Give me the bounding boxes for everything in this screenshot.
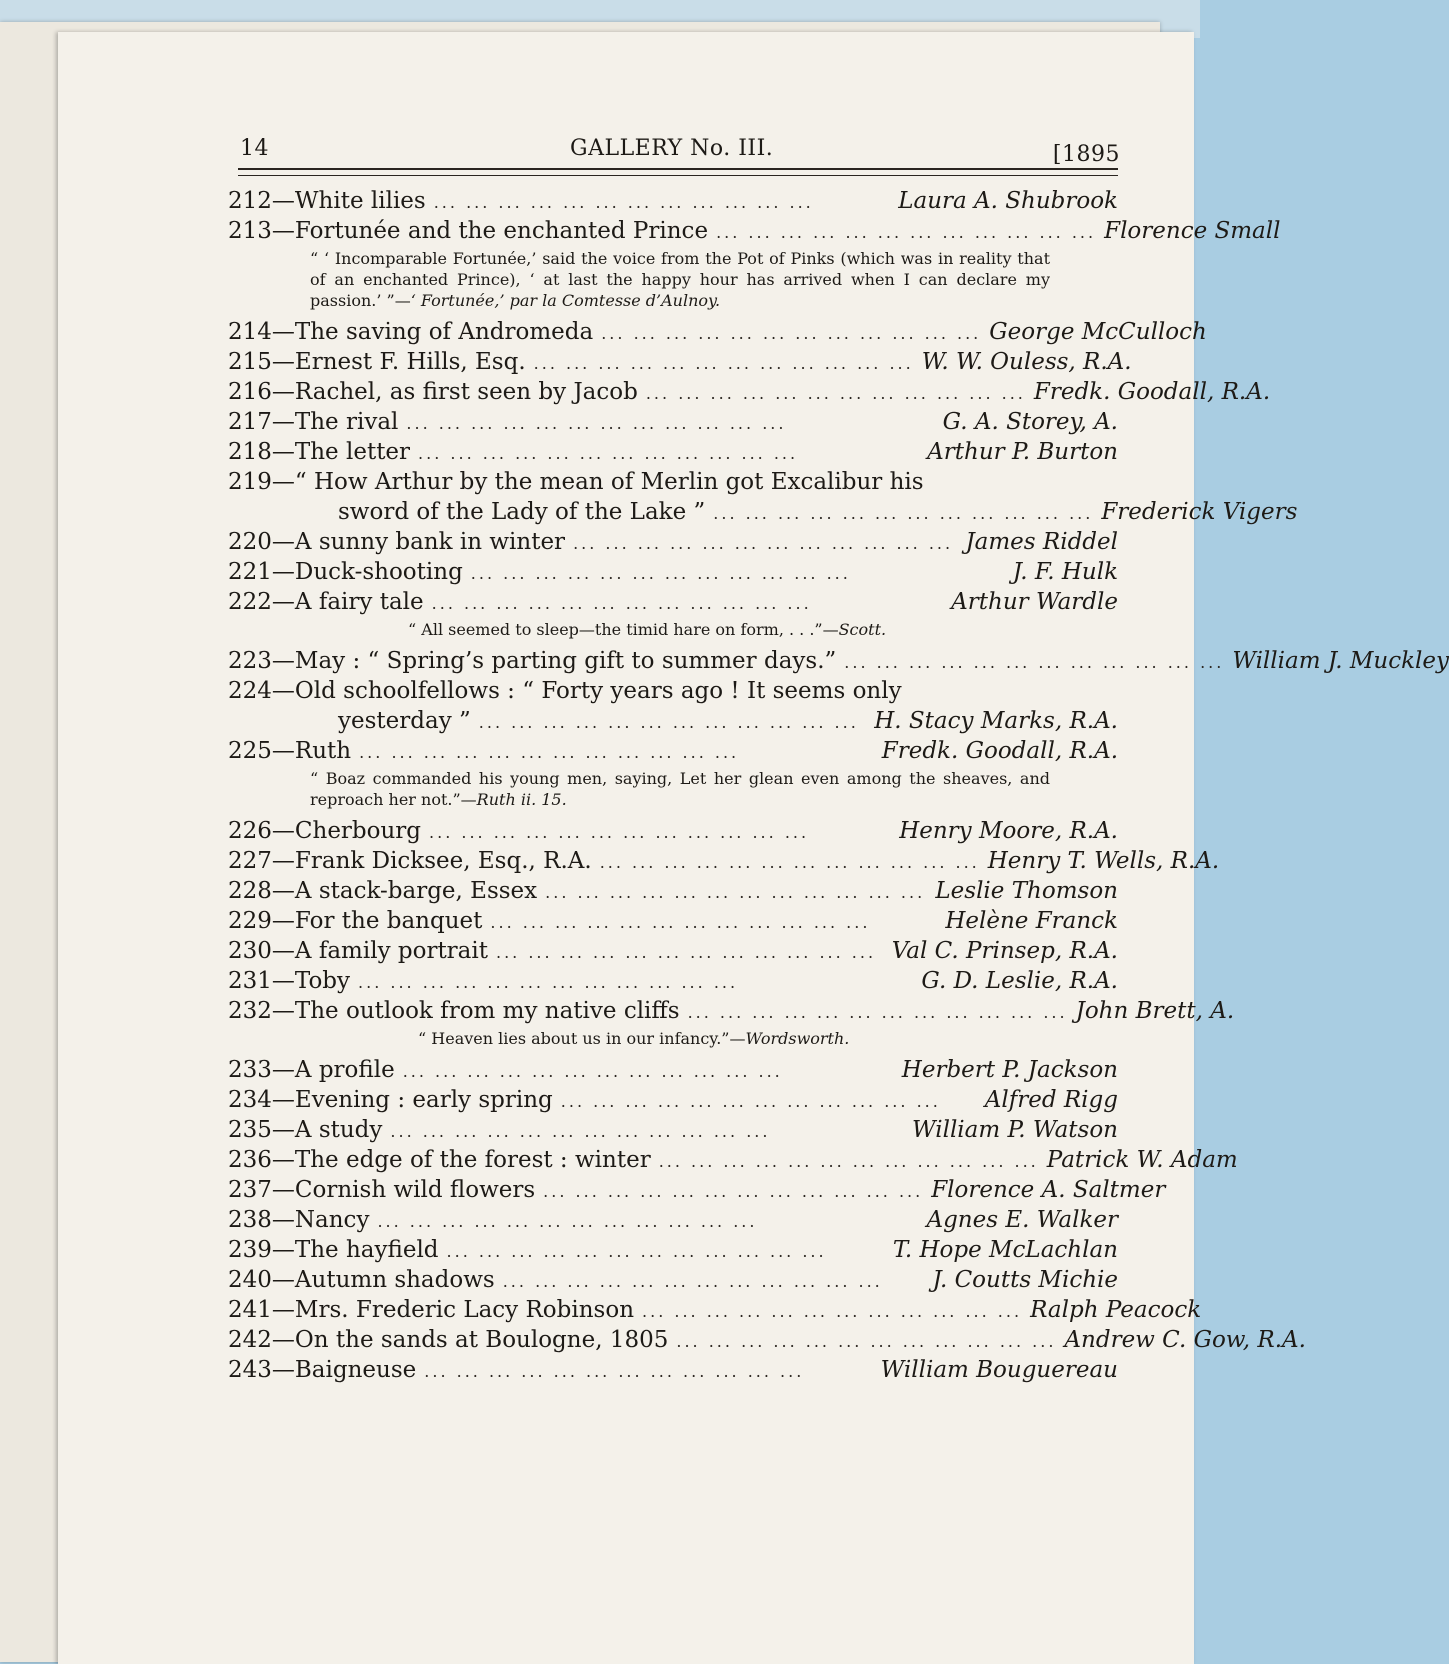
catalogue-entry xyxy=(228,1235,1118,1265)
entry-number: 226 xyxy=(228,818,272,844)
gallery-title: GALLERY No. III. xyxy=(570,136,774,161)
entry-title: Duck-shooting xyxy=(294,559,463,585)
entry-number: 225 xyxy=(228,738,272,764)
catalogue-entry xyxy=(228,527,1118,557)
entry-label: 230—A family portrait xyxy=(228,938,488,964)
entry-artist: James Riddel xyxy=(965,529,1118,555)
entry-title: The rival xyxy=(294,409,399,435)
entry-label: 242—On the sands at Boulogne, 1805 xyxy=(228,1327,669,1353)
catalogue-entry xyxy=(228,876,1118,906)
leader-dots: ... ... ... ... ... ... ... ... ... ... ... ... xyxy=(502,1272,883,1291)
entry-number: 236 xyxy=(228,1147,272,1173)
catalogue-entry xyxy=(228,1325,1306,1355)
entry-label: 240—Autumn shadows xyxy=(228,1267,495,1293)
entry-title: White lilies xyxy=(294,188,426,214)
entry-label: 232—The outlook from my native cliffs xyxy=(228,998,680,1024)
entry-artist: G. A. Storey, A. xyxy=(942,409,1118,435)
entry-title: Cornish wild flowers xyxy=(294,1177,536,1203)
catalogue-entry xyxy=(228,1205,1118,1235)
entry-number: 217 xyxy=(228,409,272,435)
leader-dots: ... ... ... ... ... ... ... ... ... ... ... ... xyxy=(601,324,982,343)
entry-title: A fairy tale xyxy=(294,589,424,615)
entry-artist: Andrew C. Gow, R.A. xyxy=(1064,1327,1306,1353)
entry-number: 220 xyxy=(228,529,272,555)
leader-dots: ... ... ... ... ... ... ... ... ... ... ... ... xyxy=(478,713,859,732)
leader-dots: ... ... ... ... ... ... ... ... ... ... ... ... xyxy=(496,943,877,962)
entry-artist: Henry T. Wells, R.A. xyxy=(987,848,1220,874)
entry-number: 227 xyxy=(228,848,272,874)
entry-label: 218—The letter xyxy=(228,439,411,465)
catalogue-entry xyxy=(228,407,1118,437)
catalogue-entry xyxy=(228,966,1118,996)
entry-number: 214 xyxy=(228,319,272,345)
leader-dots: ... ... ... ... ... ... ... ... ... ... ... ... xyxy=(390,1122,771,1141)
catalogue-entry xyxy=(228,317,1207,347)
entry-title: The saving of Andromeda xyxy=(294,319,594,345)
entry-artist: Henry Moore, R.A. xyxy=(899,818,1118,844)
leader-dots: ... ... ... ... ... ... ... ... ... ... ... ... xyxy=(599,853,980,872)
entry-artist: Florence A. Saltmer xyxy=(931,1177,1166,1203)
entry-artist: Patrick W. Adam xyxy=(1046,1147,1238,1173)
entry-artist: Florence Small xyxy=(1104,218,1281,244)
entry-label: 214—The saving of Andromeda xyxy=(228,319,594,345)
entry-number: 238 xyxy=(228,1207,272,1233)
entry-continuation xyxy=(228,497,1298,527)
entry-artist: William P. Watson xyxy=(912,1117,1118,1143)
leader-dots: ... ... ... ... ... ... ... ... ... ... ... ... xyxy=(358,973,739,992)
entry-artist: Arthur P. Burton xyxy=(927,439,1118,465)
entry-title: Old schoolfellows : “ Forty years ago ! It seems only xyxy=(294,678,902,704)
catalogue-entry xyxy=(228,936,1118,966)
catalogue-entry xyxy=(228,996,1235,1026)
entry-title: Frank Dicksee, Esq., R.A. xyxy=(294,848,592,874)
entry-artist: T. Hope McLachlan xyxy=(892,1237,1118,1263)
leader-dots: ... ... ... ... ... ... ... ... ... ... ... ... xyxy=(359,743,740,762)
leader-dots: ... ... ... ... ... ... ... ... ... ... ... ... xyxy=(429,823,810,842)
quotation xyxy=(408,619,1118,640)
entry-artist: John Brett, A. xyxy=(1075,998,1235,1024)
entry-artist: Ralph Peacock xyxy=(1030,1297,1202,1323)
entry-label: 217—The rival xyxy=(228,409,399,435)
quotation-citation: Scott. xyxy=(838,620,887,639)
entry-artist: W. W. Ouless, R.A. xyxy=(921,349,1132,375)
entry-label: 231—Toby xyxy=(228,968,351,994)
entry-title: Cherbourg xyxy=(294,818,422,844)
entry-label: 213—Fortunée and the enchanted Prince xyxy=(228,218,709,244)
entry-number: 231 xyxy=(228,968,272,994)
entry-label: 233—A profile xyxy=(228,1057,395,1083)
entry-number: 234 xyxy=(228,1087,272,1113)
entry-label: 228—A stack-barge, Essex xyxy=(228,878,538,904)
entry-number: 216 xyxy=(228,379,272,405)
entry-title: A study xyxy=(294,1117,383,1143)
entry-title: A family portrait xyxy=(294,938,488,964)
entry-artist: Laura A. Shubrook xyxy=(898,188,1118,214)
leader-dots: ... ... ... ... ... ... ... ... ... ... ... ... xyxy=(533,354,914,373)
entry-title: “ How Arthur by the mean of Merlin got Excalibur his xyxy=(294,469,924,495)
leader-dots: ... ... ... ... ... ... ... ... ... ... ... ... xyxy=(433,193,814,212)
entry-title: Fortunée and the enchanted Prince xyxy=(294,218,709,244)
catalogue-entry xyxy=(228,1295,1202,1325)
leader-dots: ... ... ... ... ... ... ... ... ... ... ... ... xyxy=(470,564,851,583)
entry-artist: Val C. Prinsep, R.A. xyxy=(891,938,1118,964)
quotation-text: “ All seemed to sleep—the timid hare on form, . . .”— xyxy=(408,620,839,639)
leader-dots: ... ... ... ... ... ... ... ... ... ... ... ... xyxy=(490,913,871,932)
entry-label: 215—Ernest F. Hills, Esq. xyxy=(228,349,526,375)
entry-number: 239 xyxy=(228,1237,272,1263)
entry-title-continued: yesterday ” xyxy=(338,708,471,734)
entry-title-continued: sword of the Lady of the Lake ” xyxy=(338,499,706,525)
entry-label: 239—The hayfield xyxy=(228,1237,439,1263)
entry-artist: J. F. Hulk xyxy=(1012,559,1118,585)
quotation xyxy=(310,248,1050,311)
entry-label: 223—May : “ Spring’s parting gift to summer days.” xyxy=(228,648,837,674)
catalogue-entry: 219—“ How Arthur by the mean of Merlin got Excalibur his xyxy=(228,469,924,495)
entry-number: 215 xyxy=(228,349,272,375)
entry-title: Nancy xyxy=(294,1207,370,1233)
entry-artist: William J. Muckley xyxy=(1232,648,1449,674)
entry-number: 212 xyxy=(228,188,272,214)
page-number: 14 xyxy=(240,136,269,161)
entry-artist: Frederick Vigers xyxy=(1101,499,1298,525)
catalogue-entry xyxy=(228,846,1220,876)
entry-title: Toby xyxy=(294,968,351,994)
catalogue-entry xyxy=(228,347,1132,377)
catalogue-entry xyxy=(228,1145,1238,1175)
entry-artist: George McCulloch xyxy=(989,319,1207,345)
entry-title: Baigneuse xyxy=(294,1357,417,1383)
entry-number: 241 xyxy=(228,1297,272,1323)
leader-dots: ... ... ... ... ... ... ... ... ... ... ... ... xyxy=(406,414,787,433)
entry-title: A profile xyxy=(294,1057,395,1083)
entry-title: Ernest F. Hills, Esq. xyxy=(294,349,526,375)
entry-artist: Helène Franck xyxy=(945,908,1118,934)
catalogue-entry xyxy=(228,816,1118,846)
leader-dots: ... ... ... ... ... ... ... ... ... ... ... ... xyxy=(645,384,1026,403)
entry-title: The letter xyxy=(294,439,411,465)
entry-title: For the banquet xyxy=(294,908,483,934)
quotation-citation: ‘ Fortunée,’ par la Comtesse d’Aulnoy. xyxy=(410,291,721,310)
header-rule xyxy=(238,168,1118,170)
leader-dots: ... ... ... ... ... ... ... ... ... ... ... ... xyxy=(545,883,926,902)
catalogue-entry xyxy=(228,587,1118,617)
entry-label: 212—White lilies xyxy=(228,188,426,214)
quotation xyxy=(418,1028,1158,1049)
quotation xyxy=(310,768,1050,810)
entry-label: 237—Cornish wild flowers xyxy=(228,1177,536,1203)
quotation-citation: Wordsworth. xyxy=(745,1029,850,1048)
entry-label: 222—A fairy tale xyxy=(228,589,424,615)
entry-title: A stack-barge, Essex xyxy=(294,878,538,904)
entry-artist: Leslie Thomson xyxy=(935,878,1118,904)
catalogue-entry xyxy=(228,1055,1118,1085)
leader-dots: ... ... ... ... ... ... ... ... ... ... ... ... xyxy=(716,223,1097,242)
entry-title: May : “ Spring’s parting gift to summer days.” xyxy=(294,648,837,674)
leader-dots: ... ... ... ... ... ... ... ... ... ... ... ... xyxy=(543,1182,924,1201)
leader-dots: ... ... ... ... ... ... ... ... ... ... ... ... xyxy=(377,1212,758,1231)
entry-title: Autumn shadows xyxy=(294,1267,495,1293)
leader-dots: ... ... ... ... ... ... ... ... ... ... ... ... xyxy=(431,594,812,613)
entry-title: Ruth xyxy=(294,738,352,764)
entry-title: Rachel, as first seen by Jacob xyxy=(294,379,638,405)
catalogue-entry xyxy=(228,1085,1118,1115)
entry-number: 229 xyxy=(228,908,272,934)
catalogue-entry xyxy=(228,906,1118,936)
entry-number: 213 xyxy=(228,218,272,244)
entry-continuation xyxy=(228,706,1118,736)
leader-dots: ... ... ... ... ... ... ... ... ... ... ... ... xyxy=(418,444,799,463)
entry-number: 242 xyxy=(228,1327,272,1353)
header-rule-thin xyxy=(238,175,1118,176)
entry-artist: Agnes E. Walker xyxy=(926,1207,1118,1233)
entry-label: 227—Frank Dicksee, Esq., R.A. xyxy=(228,848,592,874)
catalogue-entry xyxy=(228,186,1118,216)
entry-artist: G. D. Leslie, R.A. xyxy=(921,968,1118,994)
entry-artist: Fredk. Goodall, R.A. xyxy=(881,738,1118,764)
entry-artist: Alfred Rigg xyxy=(984,1087,1118,1113)
entry-label: 234—Evening : early spring xyxy=(228,1087,553,1113)
leader-dots: ... ... ... ... ... ... ... ... ... ... ... ... xyxy=(402,1062,783,1081)
entry-number: 218 xyxy=(228,439,272,465)
catalogue-entry xyxy=(228,646,1449,676)
entry-label: 221—Duck-shooting xyxy=(228,559,463,585)
leader-dots: ... ... ... ... ... ... ... ... ... ... ... ... xyxy=(687,1003,1068,1022)
quotation-text: “ Boaz commanded his young men, saying, Let her glean even among the sheaves, and reproach her not.”— xyxy=(310,769,1050,809)
entry-number: 230 xyxy=(228,938,272,964)
catalogue-entry xyxy=(228,1115,1118,1145)
catalogue-entry xyxy=(228,377,1271,407)
leader-dots: ... ... ... ... ... ... ... ... ... ... ... ... xyxy=(424,1362,805,1381)
leader-dots: ... ... ... ... ... ... ... ... ... ... ... ... xyxy=(713,504,1094,523)
entry-artist: H. Stacy Marks, R.A. xyxy=(874,708,1118,734)
entry-artist: Arthur Wardle xyxy=(951,589,1118,615)
quotation-citation: Ruth ii. 15. xyxy=(476,790,567,809)
entry-label: 235—A study xyxy=(228,1117,383,1143)
entry-number: 233 xyxy=(228,1057,272,1083)
entry-number: 232 xyxy=(228,998,272,1024)
leader-dots: ... ... ... ... ... ... ... ... ... ... ... ... xyxy=(446,1242,827,1261)
entry-label: 226—Cherbourg xyxy=(228,818,422,844)
quotation-text: “ Heaven lies about us in our infancy.”— xyxy=(418,1029,746,1048)
entry-number: 223 xyxy=(228,648,272,674)
catalogue-entry: 224—Old schoolfellows : “ Forty years ago ! It seems only xyxy=(228,678,902,704)
entry-label: 220—A sunny bank in winter xyxy=(228,529,566,555)
year: [1895 xyxy=(1052,142,1120,167)
entry-artist: Herbert P. Jackson xyxy=(901,1057,1118,1083)
entry-artist: J. Coutts Michie xyxy=(932,1267,1118,1293)
entry-title: The hayfield xyxy=(294,1237,439,1263)
catalogue-entry xyxy=(228,216,1281,246)
leader-dots: ... ... ... ... ... ... ... ... ... ... ... ... xyxy=(676,1332,1057,1351)
catalogue-entry xyxy=(228,1355,1118,1385)
catalogue-list xyxy=(228,186,1449,1385)
entry-number: 219 xyxy=(228,469,272,495)
leader-dots: ... ... ... ... ... ... ... ... ... ... ... ... xyxy=(844,653,1225,672)
entry-title: The edge of the forest : winter xyxy=(294,1147,651,1173)
entry-label: 243—Baigneuse xyxy=(228,1357,417,1383)
entry-number: 240 xyxy=(228,1267,272,1293)
entry-title: The outlook from my native cliffs xyxy=(294,998,680,1024)
entry-label: 236—The edge of the forest : winter xyxy=(228,1147,651,1173)
quotation-text: “ ‘ Incomparable Fortunée,’ said the voice from the Pot of Pinks (which was in reality that of an enchanted Prince), ‘ at last the happy hour has arrived when I can declare my passion.’ ”— xyxy=(310,249,1050,310)
entry-title: On the sands at Boulogne, 1805 xyxy=(294,1327,669,1353)
entry-label: 238—Nancy xyxy=(228,1207,370,1233)
entry-number: 243 xyxy=(228,1357,272,1383)
entry-number: 221 xyxy=(228,559,272,585)
entry-number: 222 xyxy=(228,589,272,615)
entry-label: 241—Mrs. Frederic Lacy Robinson xyxy=(228,1297,635,1323)
entry-artist: William Bouguereau xyxy=(880,1357,1118,1383)
leader-dots: ... ... ... ... ... ... ... ... ... ... ... ... xyxy=(573,534,954,553)
catalogue-entry xyxy=(228,437,1118,467)
entry-title: Evening : early spring xyxy=(294,1087,553,1113)
catalogue-entry xyxy=(228,1265,1118,1295)
catalogue-entry xyxy=(228,557,1118,587)
leader-dots: ... ... ... ... ... ... ... ... ... ... ... ... xyxy=(658,1152,1039,1171)
running-header xyxy=(240,136,1120,176)
entry-title: Mrs. Frederic Lacy Robinson xyxy=(294,1297,635,1323)
entry-number: 228 xyxy=(228,878,272,904)
entry-artist: Fredk. Goodall, R.A. xyxy=(1033,379,1271,405)
leader-dots: ... ... ... ... ... ... ... ... ... ... ... ... xyxy=(642,1302,1023,1321)
entry-label: 216—Rachel, as first seen by Jacob xyxy=(228,379,638,405)
catalogue-entry xyxy=(228,1175,1166,1205)
entry-number: 235 xyxy=(228,1117,272,1143)
catalogue-entry xyxy=(228,736,1118,766)
leader-dots: ... ... ... ... ... ... ... ... ... ... ... ... xyxy=(560,1092,941,1111)
entry-label: 229—For the banquet xyxy=(228,908,483,934)
entry-number: 237 xyxy=(228,1177,272,1203)
entry-title: A sunny bank in winter xyxy=(294,529,566,555)
entry-number: 224 xyxy=(228,678,272,704)
entry-label: 225—Ruth xyxy=(228,738,352,764)
